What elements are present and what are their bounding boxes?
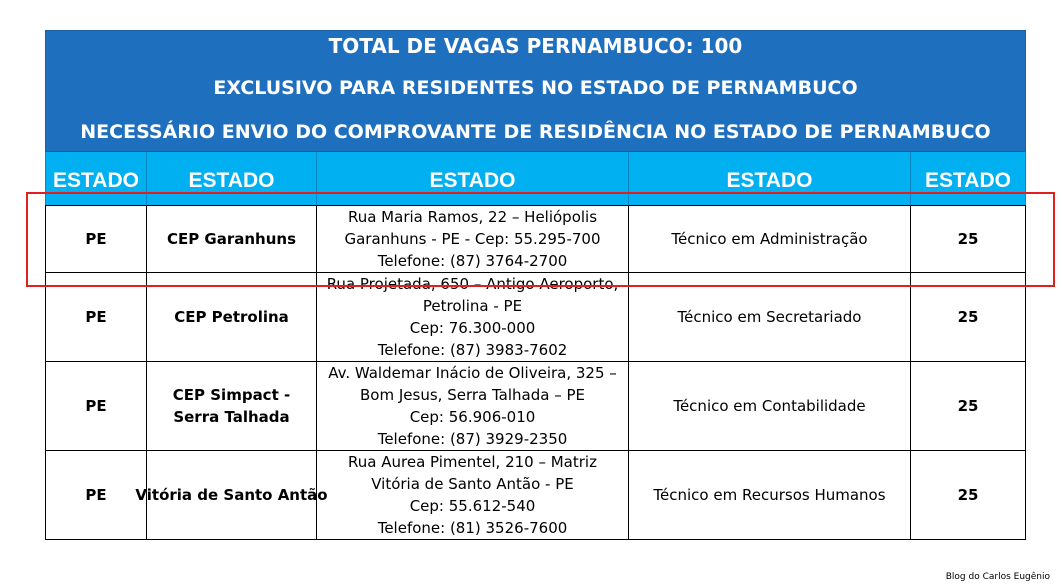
- vagas-cell: 25: [910, 362, 1026, 450]
- endereco-line: Vitória de Santo Antão - PE: [371, 475, 574, 493]
- curso-cell: Técnico em Administração: [628, 206, 910, 272]
- total-vagas-title: TOTAL DE VAGAS PERNAMBUCO: 100: [328, 34, 743, 58]
- endereco-line: Garanhuns - PE - Cep: 55.295-700: [344, 230, 601, 248]
- endereco-line: Rua Projetada, 650 – Antigo Aeroporto,: [326, 275, 619, 293]
- endereco-line: Rua Aurea Pimentel, 210 – Matriz: [348, 453, 597, 471]
- endereco-line: Rua Maria Ramos, 22 – Heliópolis: [347, 208, 598, 226]
- header-cell: ESTADO: [910, 152, 1026, 205]
- unidade-cell: Vitória de Santo Antão: [146, 451, 316, 539]
- table-header-row: [45, 152, 1026, 205]
- endereco-cell: [316, 451, 628, 539]
- header-cell: ESTADO: [45, 152, 146, 205]
- endereco-line: Cep: 56.906-010: [409, 408, 536, 426]
- unidade-cell: CEP Petrolina: [146, 273, 316, 361]
- title-banner: [45, 30, 1026, 152]
- estado-cell: PE: [45, 362, 146, 450]
- endereco-cell: [316, 273, 628, 361]
- table-row: [45, 451, 1026, 540]
- unidade-cell: CEP Simpact - Serra Talhada: [146, 362, 316, 450]
- vagas-cell: 25: [910, 273, 1026, 361]
- table-row: [45, 273, 1026, 362]
- curso-cell: Técnico em Recursos Humanos: [628, 451, 910, 539]
- endereco-line: Telefone: (87) 3764-2700: [377, 252, 568, 270]
- endereco-line: Telefone: (81) 3526-7600: [377, 519, 568, 537]
- comprovante-subtitle: NECESSÁRIO ENVIO DO COMPROVANTE DE RESIDÊNCIA NO ESTADO DE PERNAMBUCO: [80, 121, 991, 143]
- endereco-line: Petrolina - PE: [422, 297, 523, 315]
- endereco-cell: [316, 362, 628, 450]
- header-cell: ESTADO: [316, 152, 628, 205]
- curso-cell: Técnico em Contabilidade: [628, 362, 910, 450]
- exclusivo-subtitle: EXCLUSIVO PARA RESIDENTES NO ESTADO DE PERNAMBUCO: [213, 77, 858, 99]
- endereco-line: Cep: 76.300-000: [409, 319, 536, 337]
- endereco-cell: [316, 206, 628, 272]
- curso-cell: Técnico em Secretariado: [628, 273, 910, 361]
- table-row: [45, 205, 1026, 273]
- vagas-cell: 25: [910, 451, 1026, 539]
- credit-watermark: Blog do Carlos Eugênio: [945, 572, 1050, 582]
- endereco-line: Telefone: (87) 3983-7602: [377, 341, 568, 359]
- header-cell: ESTADO: [146, 152, 316, 205]
- estado-cell: PE: [45, 451, 146, 539]
- table-row: [45, 362, 1026, 451]
- endereco-line: Telefone: (87) 3929-2350: [377, 430, 568, 448]
- vagas-cell: 25: [910, 206, 1026, 272]
- endereco-line: Cep: 55.612-540: [409, 497, 536, 515]
- unidade-cell: CEP Garanhuns: [146, 206, 316, 272]
- estado-cell: PE: [45, 273, 146, 361]
- estado-cell: PE: [45, 206, 146, 272]
- endereco-line: Bom Jesus, Serra Talhada – PE: [360, 386, 585, 404]
- endereco-line: Av. Waldemar Inácio de Oliveira, 325 –: [328, 364, 617, 382]
- header-cell: ESTADO: [628, 152, 910, 205]
